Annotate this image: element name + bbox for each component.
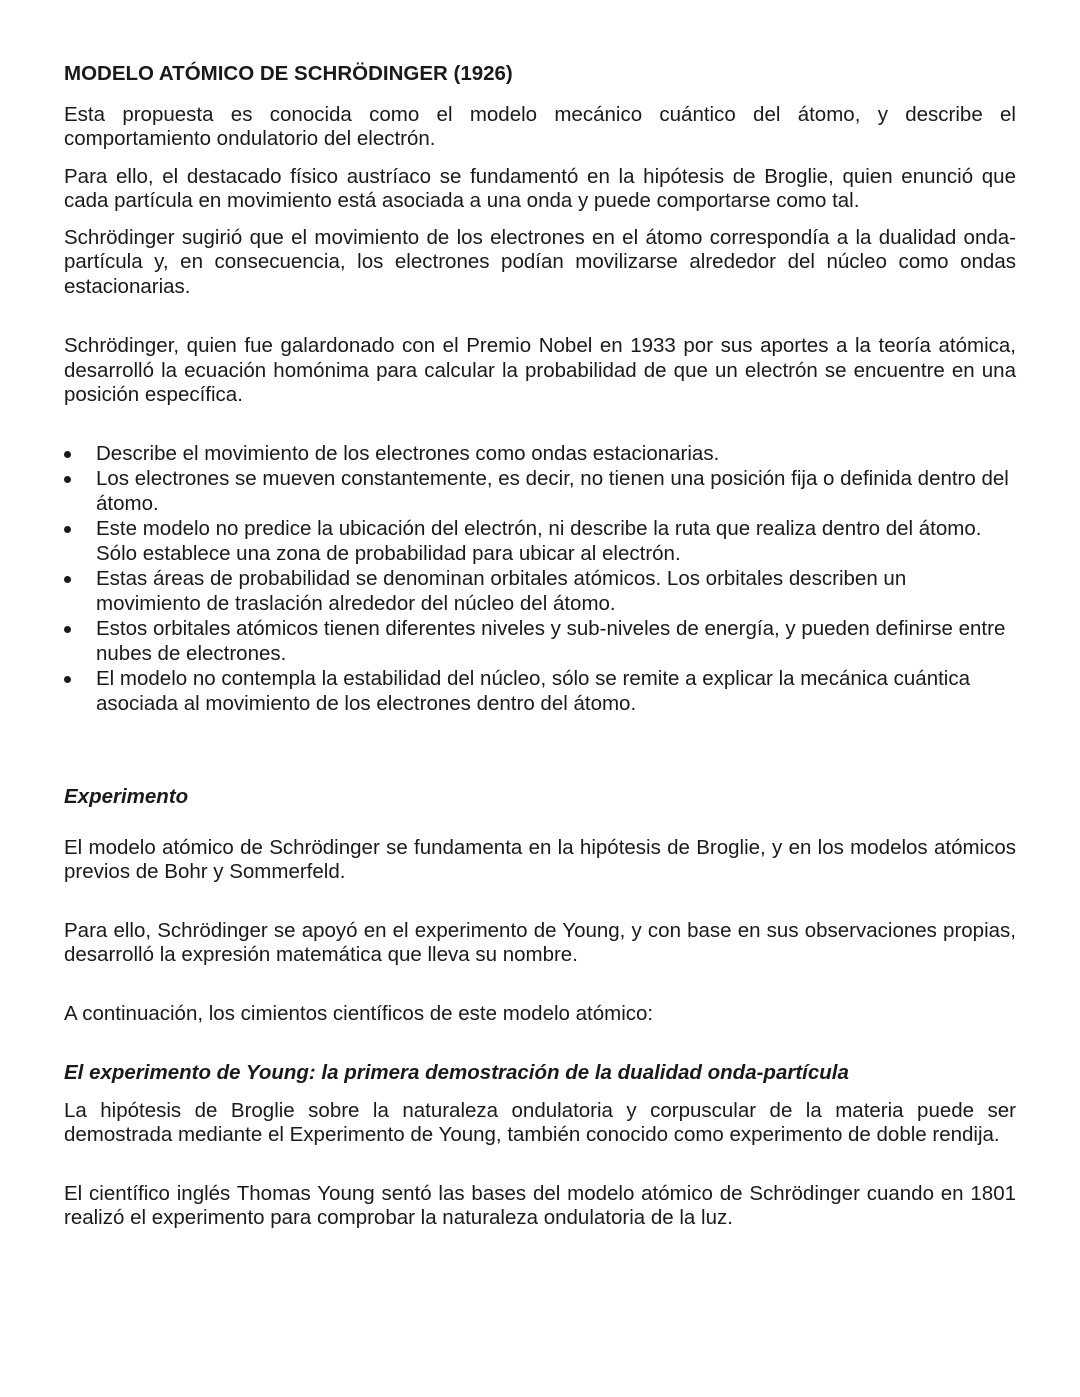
document-page [64, 62, 1016, 1231]
bullet-dot-icon [64, 526, 71, 533]
intro-paragraph-3: Schrödinger sugirió que el movimiento de los electrones en el átomo correspondía a la dualidad onda-partícula y, en consecuencia, los electrones podían movilizarse alrededor del núcleo como ondas estacionarias. [64, 225, 1016, 298]
list-item-text: Describe el movimiento de los electrones como ondas estacionarias. [96, 441, 720, 465]
experiment-paragraph-1: El modelo atómico de Schrödinger se fundamenta en la hipótesis de Broglie, y en los modelos atómicos previos de Bohr y Sommerfeld. [64, 835, 1016, 883]
list-item-text: Estas áreas de probabilidad se denominan orbitales atómicos. Los orbitales describen un movimiento de traslación alrededor del núcleo del átomo. [96, 567, 907, 615]
intro-paragraph-4: Schrödinger, quien fue galardonado con el Premio Nobel en 1933 por sus aportes a la teoría atómica, desarrolló la ecuación homónima para calcular la probabilidad de que un electrón se encuentre en una posición específica. [64, 334, 1016, 406]
young-paragraph-1: La hipótesis de Broglie sobre la naturaleza ondulatoria y corpuscular de la materia puede ser demostrada mediante el Experimento de Young, también conocido como experimento de doble rendija. [64, 1098, 1016, 1146]
document-title: MODELO ATÓMICO DE SCHRÖDINGER (1926) [64, 62, 513, 85]
bullet-dot-icon [64, 476, 71, 483]
intro-paragraph-1: Esta propuesta es conocida como el modelo mecánico cuántico del átomo, y describe el comportamiento ondulatorio del electrón. [64, 102, 1016, 150]
bullet-dot-icon [64, 451, 71, 458]
intro-paragraph-2: Para ello, el destacado físico austríaco se fundamentó en la hipótesis de Broglie, quien enunció que cada partícula en movimiento está asociada a una onda y puede comportarse como tal. [64, 164, 1016, 212]
experiment-heading: Experimento [64, 785, 189, 808]
young-paragraph-2: El científico inglés Thomas Young sentó las bases del modelo atómico de Schrödinger cuando en 1801 realizó el experimento para comprobar la naturaleza ondulatoria de la luz. [64, 1181, 1016, 1229]
bullet-dot-icon [64, 626, 71, 633]
bullet-dot-icon [64, 676, 71, 683]
young-heading: El experimento de Young: la primera demostración de la dualidad onda-partícula [64, 1061, 849, 1084]
bullet-dot-icon [64, 576, 71, 583]
experiment-paragraph-3: A continuación, los cimientos científicos de este modelo atómico: [64, 1001, 654, 1025]
list-item [64, 442, 1016, 467]
list-item [64, 567, 1016, 616]
list-item [64, 617, 1016, 666]
list-item-text: El modelo no contempla la estabilidad del núcleo, sólo se remite a explicar la mecánica cuántica asociada al movimiento de los electrones dentro del átomo. [96, 667, 971, 715]
list-item-text: Los electrones se mueven constantemente, es decir, no tienen una posición fija o definida dentro del átomo. [96, 467, 1009, 515]
list-item [64, 517, 1016, 566]
list-item-text: Este modelo no predice la ubicación del electrón, ni describe la ruta que realiza dentro del átomo. Sólo establece una zona de probabilidad para ubicar al electrón. [96, 517, 982, 565]
list-item [64, 667, 1016, 716]
features-list [64, 442, 1016, 717]
experiment-paragraph-2: Para ello, Schrödinger se apoyó en el experimento de Young, y con base en sus observaciones propias, desarrolló la expresión matemática que lleva su nombre. [64, 918, 1016, 966]
list-item [64, 467, 1016, 516]
list-item-text: Estos orbitales atómicos tienen diferentes niveles y sub-niveles de energía, y pueden definirse entre nubes de electrones. [96, 617, 1006, 665]
